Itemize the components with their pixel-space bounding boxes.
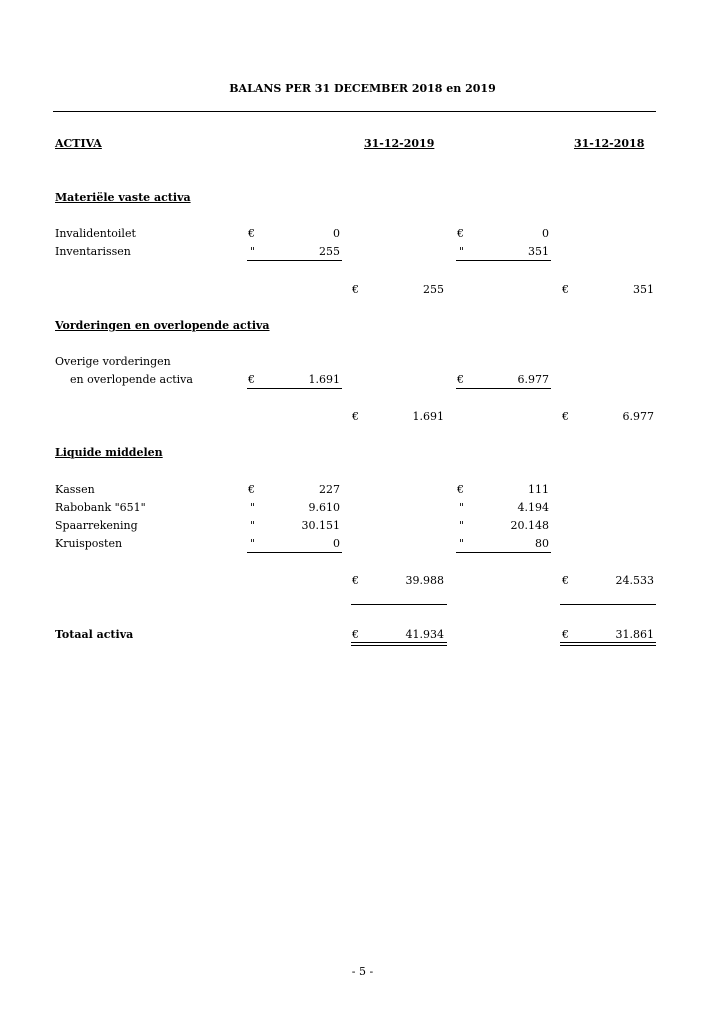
- group-heading-materiele-vaste-activa: Materiële vaste activa: [55, 191, 191, 204]
- amount-2018: 20.148: [510, 519, 549, 532]
- currency-symbol: €: [562, 628, 569, 641]
- ditto-mark: ": [250, 245, 256, 258]
- amount-2018: 6.977: [517, 373, 549, 386]
- sum-line: [456, 260, 551, 261]
- total-label: Totaal activa: [55, 628, 134, 641]
- group-heading-vorderingen: Vorderingen en overlopende activa: [55, 319, 270, 332]
- group-heading-liquide-middelen: Liquide middelen: [55, 446, 163, 459]
- subtotal-2018: 6.977: [622, 410, 654, 423]
- amount-2018: 111: [528, 483, 549, 496]
- currency-symbol: €: [352, 574, 359, 587]
- ditto-mark: ": [459, 245, 465, 258]
- ditto-mark: ": [459, 501, 465, 514]
- currency-symbol: €: [248, 483, 255, 496]
- currency-symbol: €: [457, 483, 464, 496]
- subtotal-2018: 24.533: [615, 574, 654, 587]
- amount-2018: 351: [528, 245, 549, 258]
- double-underline: [351, 642, 447, 646]
- subtotal-2019: 39.988: [405, 574, 444, 587]
- amount-2019: 9.610: [308, 501, 340, 514]
- amount-2019: 1.691: [308, 373, 340, 386]
- row-label: Kruisposten: [55, 537, 123, 550]
- total-2018: 31.861: [615, 628, 654, 641]
- page-number: - 5 -: [351, 965, 374, 978]
- currency-symbol: €: [352, 283, 359, 296]
- row-label: Kassen: [55, 483, 95, 496]
- sum-line: [247, 552, 342, 553]
- total-2019: 41.934: [405, 628, 444, 641]
- amount-2018: 4.194: [517, 501, 549, 514]
- row-label: Spaarrekening: [55, 519, 138, 532]
- title-divider: [53, 111, 656, 112]
- currency-symbol: €: [248, 227, 255, 240]
- row-label: Inventarissen: [55, 245, 131, 258]
- currency-symbol: €: [562, 283, 569, 296]
- currency-symbol: €: [457, 227, 464, 240]
- row-label: Rabobank "651": [55, 501, 146, 514]
- amount-2018: 0: [542, 227, 549, 240]
- ditto-mark: ": [250, 537, 256, 550]
- currency-symbol: €: [457, 373, 464, 386]
- row-label: Overige vorderingen: [55, 355, 171, 368]
- amount-2019: 0: [333, 537, 340, 550]
- currency-symbol: €: [562, 410, 569, 423]
- sum-line: [560, 604, 656, 605]
- ditto-mark: ": [459, 519, 465, 532]
- sum-line: [351, 604, 447, 605]
- amount-2019: 227: [319, 483, 340, 496]
- subtotal-2019: 255: [423, 283, 444, 296]
- amount-2019: 30.151: [301, 519, 340, 532]
- subtotal-2019: 1.691: [412, 410, 444, 423]
- currency-symbol: €: [352, 628, 359, 641]
- column-header-2019: 31-12-2019: [364, 137, 435, 150]
- ditto-mark: ": [459, 537, 465, 550]
- section-heading-activa: ACTIVA: [55, 137, 102, 150]
- currency-symbol: €: [562, 574, 569, 587]
- row-label: en overlopende activa: [70, 373, 193, 386]
- ditto-mark: ": [250, 501, 256, 514]
- amount-2019: 255: [319, 245, 340, 258]
- sum-line: [247, 260, 342, 261]
- row-label: Invalidentoilet: [55, 227, 136, 240]
- amount-2019: 0: [333, 227, 340, 240]
- subtotal-2018: 351: [633, 283, 654, 296]
- page-title: BALANS PER 31 DECEMBER 2018 en 2019: [229, 82, 496, 95]
- ditto-mark: ": [250, 519, 256, 532]
- sum-line: [456, 388, 551, 389]
- double-underline: [560, 642, 656, 646]
- sum-line: [456, 552, 551, 553]
- sum-line: [247, 388, 342, 389]
- column-header-2018: 31-12-2018: [574, 137, 645, 150]
- currency-symbol: €: [248, 373, 255, 386]
- currency-symbol: €: [352, 410, 359, 423]
- amount-2018: 80: [535, 537, 549, 550]
